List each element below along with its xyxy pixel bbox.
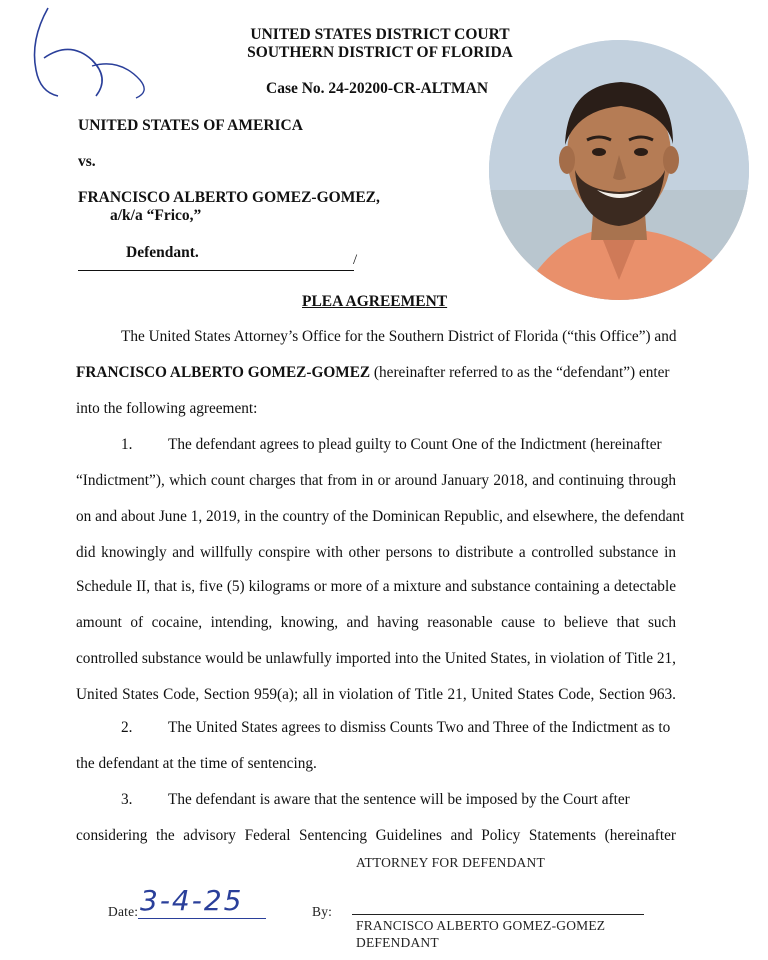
court-name-line2: SOUTHERN DISTRICT OF FLORIDA bbox=[247, 44, 513, 61]
intro-line-1: The United States Attorney’s Office for the Southern District of Florida (“this Office”) and bbox=[121, 328, 677, 345]
paragraph-1-first-line: The defendant agrees to plead guilty to Count One of the Indictment (hereinafter bbox=[168, 436, 662, 453]
intro-line-2 bbox=[76, 364, 669, 382]
paragraph-1-line: did knowingly and willfully conspire with other persons to distribute a controlled substance in bbox=[76, 544, 676, 561]
paragraph-1-number: 1. bbox=[121, 436, 133, 453]
paragraph-1-line: Schedule II, that is, five (5) kilograms or more of a mixture and substance containing a detectable bbox=[76, 578, 676, 595]
paragraph-1-line: on and about June 1, 2019, in the country of the Dominican Republic, and elsewhere, the defendant bbox=[76, 508, 685, 525]
defendant-signature bbox=[0, 0, 160, 100]
paragraph-1-line: “Indictment”), which count charges that from in or around January 2018, and continuing through bbox=[76, 472, 676, 489]
date-line bbox=[138, 918, 266, 919]
case-number: Case No. 24-20200-CR-ALTMAN bbox=[266, 80, 489, 97]
intro-line-3: into the following agreement: bbox=[76, 400, 258, 417]
paragraph-3-first-line: The defendant is aware that the sentence will be imposed by the Court after bbox=[168, 791, 630, 808]
signature-line bbox=[352, 914, 644, 915]
plaintiff-name: UNITED STATES OF AMERICA bbox=[78, 117, 303, 134]
paragraph-2-last-line: the defendant at the time of sentencing. bbox=[76, 755, 317, 772]
signer-role: DEFENDANT bbox=[356, 935, 439, 950]
paragraph-1-line: controlled substance would be unlawfully imported into the United States, in violation of Title 21, bbox=[76, 650, 676, 667]
attorney-for-defendant-label: ATTORNEY FOR DEFENDANT bbox=[356, 855, 545, 870]
paragraph-2-first-line: The United States agrees to dismiss Counts Two and Three of the Indictment as to bbox=[168, 719, 671, 736]
by-label: By: bbox=[312, 904, 333, 919]
versus-label: vs. bbox=[78, 153, 96, 170]
handwritten-date: 3-4-25 bbox=[140, 884, 244, 917]
paragraph-3-second-line: considering the advisory Federal Sentencing Guidelines and Policy Statements (hereinafter bbox=[76, 827, 676, 844]
court-name-line1: UNITED STATES DISTRICT COURT bbox=[250, 26, 510, 43]
signer-name: FRANCISCO ALBERTO GOMEZ-GOMEZ bbox=[356, 918, 606, 933]
defendant-alias: a/k/a “Frico,” bbox=[110, 207, 202, 224]
document-title: PLEA AGREEMENT bbox=[302, 293, 448, 310]
paragraph-3-number: 3. bbox=[121, 791, 133, 808]
defendant-name: FRANCISCO ALBERTO GOMEZ-GOMEZ, bbox=[78, 189, 380, 206]
date-label: Date: bbox=[108, 904, 139, 919]
caption-slash: / bbox=[353, 252, 358, 268]
paragraph-1-line: amount of cocaine, intending, knowing, and having reasonable cause to believe that such bbox=[76, 614, 676, 631]
caption-rule bbox=[78, 270, 354, 271]
intro-defendant-name: FRANCISCO ALBERTO GOMEZ-GOMEZ bbox=[76, 364, 371, 381]
paragraph-1-line: United States Code, Section 959(a); all in violation of Title 21, United States Code, Section 963. bbox=[76, 686, 676, 703]
portrait-illustration bbox=[489, 40, 749, 300]
defendant-label: Defendant. bbox=[126, 244, 199, 261]
paragraph-2-number: 2. bbox=[121, 719, 133, 736]
intro-line-2-rest: (hereinafter referred to as the “defendant”) enter bbox=[370, 364, 670, 381]
defendant-photo bbox=[489, 40, 749, 300]
